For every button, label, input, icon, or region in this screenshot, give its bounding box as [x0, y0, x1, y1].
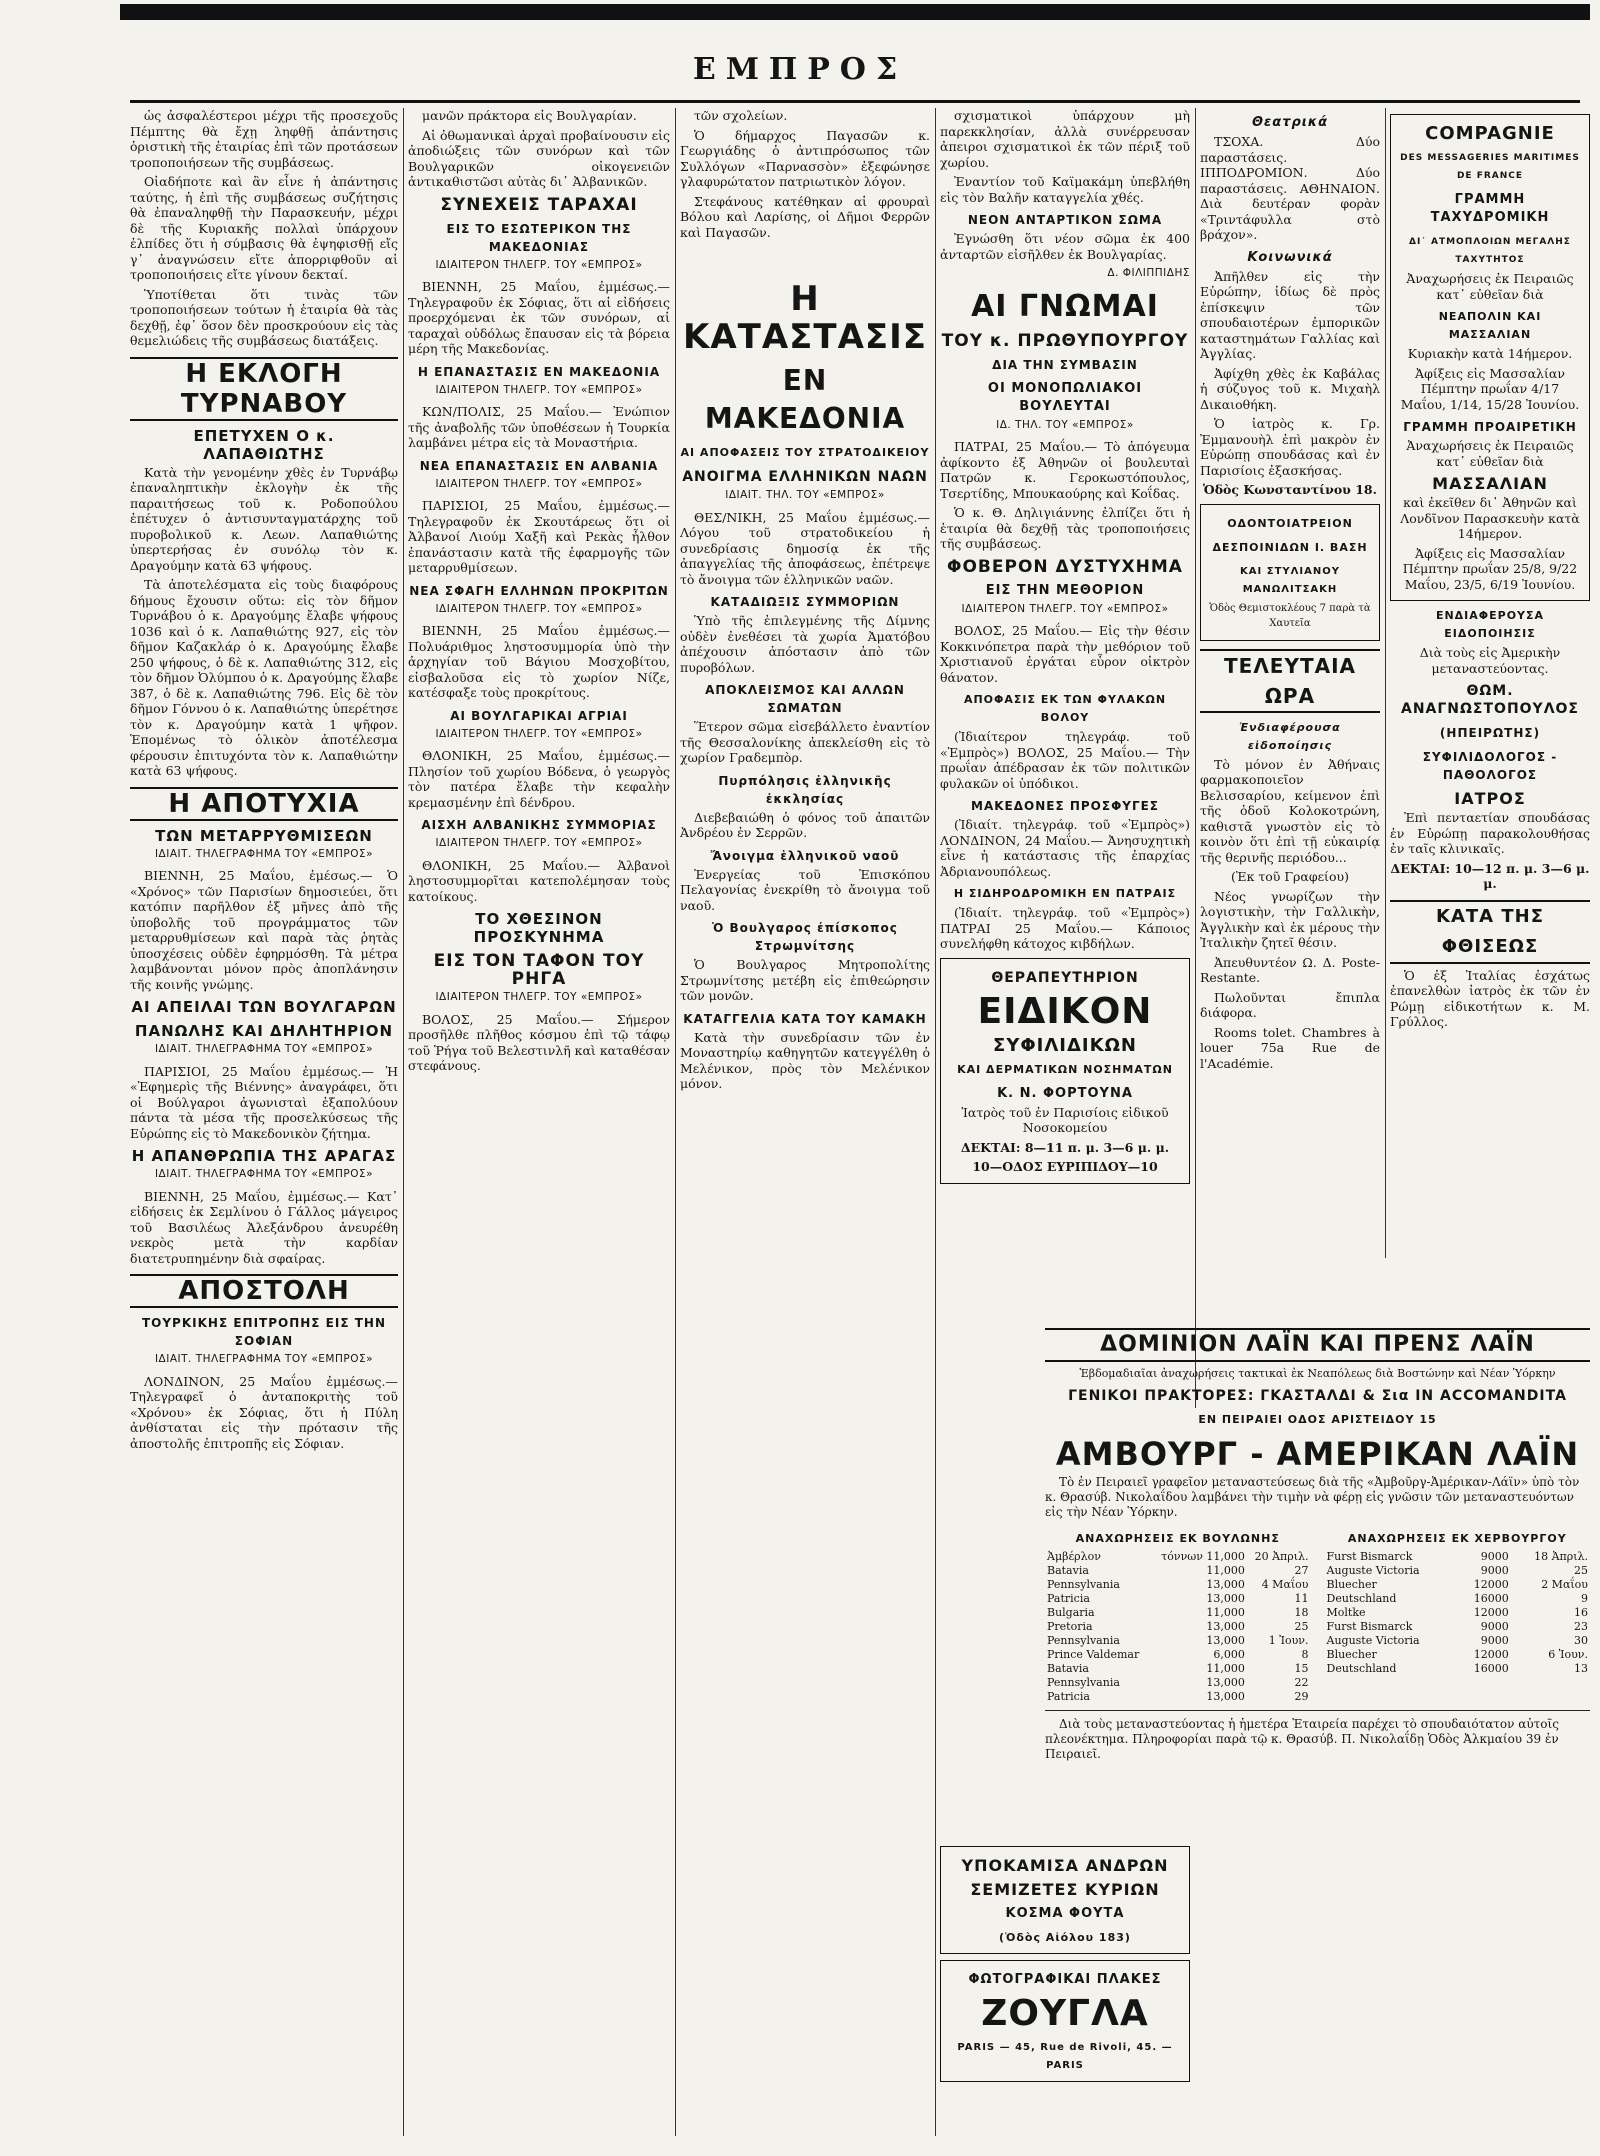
ad-text: Ἀφίξεις εἰς Μασσαλίαν Πέμπτην πρωΐαν 25/8, 9/22 Μαΐου, 23/5, 6/19 Ἰουνίου.	[1402, 545, 1578, 592]
schedule-cell: 13,000	[1206, 1578, 1245, 1591]
telegram-credit: ΙΔΙΑΙΤΕΡΟΝ ΤΗΛΕΓΡ. ΤΟΥ «ΕΜΠΡΟΣ»	[435, 602, 643, 615]
ad-dentist-title: ΟΔΟΝΤΟΙΑΤΡΕΙΟΝ	[1227, 516, 1353, 530]
ad-doctor-specialty: ΣΥΦΙΛΙΔΟΛΟΓΟΣ - ΠΑΘΟΛΟΓΟΣ	[1422, 750, 1558, 782]
agents-address: ΕΝ ΠΕΙΡΑΙΕΙ ΟΔΟΣ ΑΡΙΣΤΕΙΔΟΥ 15	[1198, 1413, 1437, 1426]
headline-gangs: ΚΑΤΑΔΙΩΞΙΣ ΣΥΜΜΟΡΙΩΝ	[710, 595, 900, 609]
schedule-cell: 12000	[1473, 1606, 1509, 1619]
paragraph: ΤΣΟΧΑ. Δύο παραστάσεις. ΙΠΠΟΔΡΟΜΙΟΝ. Δύο παραστάσεις. ΑΘΗΝΑΙΟΝ. Διὰ δευτέραν φορὰν «Τριντάφυλλα στὸ βράχον».	[1200, 134, 1380, 242]
schedule-row	[1325, 1578, 1591, 1592]
schedule-cell: Auguste Victoria	[1326, 1634, 1420, 1647]
schedule-cell: 23	[1574, 1620, 1588, 1633]
headline-albania: ΝΕΑ ΕΠΑΝΑΣΤΑΣΙΣ ΕΝ ΑΛΒΑΝΙΑ	[419, 458, 659, 473]
paragraph: Κατὰ τὴν γενομένην χθὲς ἐν Τυρνάβῳ ἐπαναληπτικὴν ἐκλογὴν ἐκ τῆς παραιτήσεως τοῦ κ. Ροδοπούλου ἐπέτυχεν ὁ ἀντισυνταγματάρχης τοῦ πυροβολικοῦ κ. Λεων. Λαπαθιώτης ὑπερτερήσας ἐν συνόλῳ τὸν κ. Δραγούμην κατὰ 63 ψήφους.	[130, 464, 398, 573]
ad-text: Ἀναχωρήσεις ἐκ Πειραιῶς κατ᾽ εὐθεῖαν διὰ	[1406, 271, 1574, 302]
schedule-cell: 4 Μαΐου	[1261, 1578, 1309, 1591]
ad-company-2: DES MESSAGERIES MARITIMES DE FRANCE	[1400, 153, 1580, 181]
ad-clinic-title: ΘΕΡΑΠΕΥΤΗΡΙΟΝ	[991, 969, 1139, 986]
schedule-cell: Batavia	[1047, 1564, 1089, 1577]
ad-company: COMPAGNIE	[1425, 123, 1555, 144]
schedule-cell: 16000	[1473, 1662, 1509, 1675]
ad-photo-title: ΦΩΤΟΓΡΑΦΙΚΑΙ ΠΛΑΚΕΣ	[968, 1972, 1162, 1987]
headline-brigands: ΝΕΑ ΣΦΑΓΗ ΕΛΛΗΝΩΝ ΠΡΟΚΡΙΤΩΝ	[409, 583, 669, 598]
subheadline: ΕΙΣ ΤΟΝ ΤΑΦΟΝ ΤΟΥ ΡΗΓΑ	[433, 951, 645, 989]
schedule-row	[1325, 1564, 1591, 1578]
column-divider	[403, 108, 404, 2136]
column-divider	[675, 108, 676, 2136]
paragraph: Τὸ μόνον ἐν Ἀθήναις φαρμακοποιεῖον Βελισσαρίου, κείμενον ἐπὶ τῆς ὁδοῦ Κολοκοτρώνη, καθιστᾶ γνωστὸν εἰς τὸ κοινὸν ὅτι ἐπὶ τῇ εὐκαιρίᾳ τῆς θερινῆς περιόδου...	[1200, 756, 1380, 865]
schedule-cell: 13,000	[1206, 1676, 1245, 1689]
schedule-cell: 1 Ἰουν.	[1268, 1634, 1309, 1647]
schedule-cell: Auguste Victoria	[1326, 1564, 1420, 1577]
paragraph: Νέος γνωρίζων τὴν λογιστικὴν, τὴν Γαλλικὴν, Ἀγγλικὴν καὶ ἐκ μέρους τὴν Ἰταλικὴν ζητεῖ θέσιν.	[1200, 888, 1380, 950]
telegram-credit: ΙΔΙΑΙΤΕΡΟΝ ΤΗΛΕΓΡ. ΤΟΥ «ΕΜΠΡΟΣ»	[435, 727, 643, 740]
subheadline: ΕΙΣ ΤΗΝ ΜΕΘΟΡΙΟΝ	[985, 582, 1145, 598]
schedule-row	[1045, 1578, 1311, 1592]
paragraph: ΘΛΟΝΙΚΗ, 25 Μαΐου.— Ἀλβανοὶ ληστοσυμμορῖται κατεπολέμησαν τοὺς κατοίκους.	[408, 857, 670, 904]
paragraph: Ὁ δήμαρχος Παγασῶν κ. Γεωργιάδης ὁ ἀντιπρόσωπος τῶν Συλλόγων «Παρνασσὸν» ἐξεφώνησε γλαφυρώτατον πατριωτικὸν λόγον.	[680, 127, 930, 189]
column-divider	[1195, 108, 1196, 1408]
headline-bulgarian: ΑΙ ΒΟΥΛΓΑΡΙΚΑΙ ΑΓΡΙΑΙ	[450, 708, 628, 723]
paragraph: ΒΙΕΝΝΗ, 25 Μαΐου, ἐμέσως.— Ὁ «Χρόνος» τῶν Παρισίων δημοσιεύει, ὅτι κατόπιν παρῆλθον ἐξ μῆνες ἀπὸ τῆς ὑποβολῆς τοῦ προγράμματος τῶν μεταρρυθμίσεων καὶ παρὰ τὰς ῥητὰς ὑποσχέσεις οὐδὲν ἐφηρμόσθη. Τὰ μέτρα λαμβάνονται μόνον πρὸς ἀποπλάνησιν τῆς κοινῆς γνώμης.	[130, 868, 398, 992]
bottom-ads	[940, 1840, 1190, 2088]
headline-albanian-gang: ΑΙΣΧΗ ΑΛΒΑΝΙΚΗΣ ΣΥΜΜΟΡΙΑΣ	[421, 818, 657, 832]
headline-election: Η ΕΚΛΟΓΗ ΤΥΡΝΑΒΟΥ	[130, 357, 398, 421]
paragraph: Οἱαδήποτε καὶ ἂν εἶνε ἡ ἀπάντησις ταύτης, ἡ ἐπὶ τῆς συμβάσεως συζήτησις θὰ ἐπαναληφθῇ τὴν Παρασκευήν, μέχρι δὲ τῆς Κυριακῆς πολλαὶ ὑπάρχουν ἐλπίδες ὅτι ἡ σύμβασις θὰ ἐψηφισθῇ εἴς γ᾽ ἀναγνώσειν εἴτε ἀπορριφθοῦν αἱ τροποποιήσεις εἴτε γίνουν δεκταί.	[130, 174, 398, 282]
subheadline: ΤΟΥΡΚΙΚΗΣ ΕΠΙΤΡΟΠΗΣ ΕΙΣ ΤΗΝ ΣΟΦΙΑΝ	[141, 1316, 386, 1348]
schedule-row	[1045, 1592, 1311, 1606]
schedule-row	[1045, 1564, 1311, 1578]
paragraph: Ὁ ἐξ Ἰταλίας ἐσχάτως ἐπανελθὼν ἰατρὸς ἐκ τῶν ἐν Ρώμῃ εἰδικοτήτων κ. Μ. Γρύλλος.	[1390, 967, 1590, 1029]
paragraph: ΛΟΝΔΙΝΟΝ, 25 Μαΐου ἐμμέσως.— Τηλεγραφεῖ ὁ ἀνταποκριτὴς τοῦ «Χρόνου» ἐκ Σόφιας, ὅτι ἡ Πύλη ἀνθίσταται εἰς τὴν πρότασιν τῆς ἀποστολῆς ἐπιτροπῆς εἰς Σόφιαν.	[130, 1373, 398, 1451]
subheadline: ΑΙ ΑΠΟΦΑΣΕΙΣ ΤΟΥ ΣΤΡΑΤΟΔΙΚΕΙΟΥ	[680, 446, 930, 459]
paragraph: Rooms tolet. Chambres à louer 75a Rue de l'Académie.	[1200, 1024, 1380, 1071]
schedule-cell: Bulgaria	[1047, 1606, 1095, 1619]
ad-text: Κυριακὴν κατὰ 14ήμερον.	[1407, 346, 1573, 361]
schedule-row	[1045, 1606, 1311, 1620]
schedule-cell: Patricia	[1047, 1592, 1090, 1605]
schedule-row	[1325, 1606, 1591, 1620]
headline-opinions: ΑΙ ΓΝΩΜΑΙ	[971, 288, 1159, 324]
paragraph: Ἐγνώσθη ὅτι νέον σῶμα ἐκ 400 ἀνταρτῶν εἰσῆλθεν ἐκ Βουλγαρίας.	[940, 231, 1190, 262]
paragraph: Πωλοῦνται ἔπιπλα διάφορα.	[1200, 989, 1380, 1020]
schedule-cell: 13	[1574, 1662, 1588, 1675]
subheadline: ΠΑΝΩΛΗΣ ΚΑΙ ΔΗΛΗΤΗΡΙΟΝ	[134, 1022, 394, 1040]
telegram-credit: ΙΔΙΑΙΤΕΡΟΝ ΤΗΛΕΓΡ. ΤΟΥ «ΕΜΠΡΟΣ»	[435, 477, 643, 490]
address: Ὁδὸς Κωνσταντίνου 18.	[1203, 482, 1377, 497]
ad-company-4: ΔΙ᾽ ΑΤΜΟΠΛΟΙΩΝ ΜΕΓΑΛΗΣ ΤΑΧΥΤΗΤΟΣ	[1409, 237, 1571, 265]
paragraph: Ὑποτίθεται ὅτι τινὰς τῶν τροποποιήσεων τούτων ἡ ἑταιρία θὰ τὰς δεχθῇ, ἐφ᾽ ὅσον δὲν προσκρούουν εἰς τὰς θεμελιώδεις τῆς συμβάσεως διατάξεις.	[130, 286, 398, 348]
paragraph: μανῶν πράκτορα εἰς Βουλγαρίαν.	[422, 108, 637, 123]
schedule-cell: 29	[1294, 1690, 1309, 1703]
paragraph: ΚΩΝ/ΠΟΛΙΣ, 25 Μαΐου.— Ἐνώπιον τῆς ἀναβολῆς τῶν ὑποθέσεων ἡ Τουρκία λαμβάνει μέτρα εἰς τὰ Μοναστήρια.	[408, 404, 670, 450]
paragraph: Διὰ τοὺς εἰς Ἀμερικὴν μεταναστεύοντας.	[1419, 645, 1561, 676]
schedule-cell: 11,000	[1206, 1606, 1245, 1619]
column-divider	[935, 108, 936, 2136]
ad-destination-2: ΜΑΣΣΑΛΙΑΝ	[1432, 474, 1548, 493]
headline-notice: ΕΝΔΙΑΦΕΡΟΥΣΑ ΕΙΔΟΠΟΙΗΣΙΣ	[1435, 609, 1545, 640]
ad-dentist-name: ΔΕΣΠΟΙΝΙΔΩΝ Ι. ΒΑΣΗ	[1212, 540, 1368, 554]
subheadline: ΕΙΣ ΤΟ ΕΣΩΤΕΡΙΚΟΝ ΤΗΣ ΜΑΚΕΔΟΝΙΑΣ	[446, 221, 632, 254]
schedule-cell: 20 Ἀπριλ.	[1254, 1550, 1309, 1563]
headline-patras: Η ΣΙΔΗΡΟΔΡΟΜΙΚΗ ΕΝ ΠΑΤΡΑΙΣ	[953, 887, 1177, 900]
divider	[1045, 1710, 1590, 1711]
ad-messageries	[1390, 114, 1590, 601]
headline-revolt: Η ΕΠΑΝΑΣΤΑΣΙΣ ΕΝ ΜΑΚΕΔΟΝΙΑ	[417, 364, 661, 379]
schedule-row	[1045, 1690, 1311, 1704]
schedule-cell: Pennsylvania	[1047, 1578, 1120, 1591]
column-1	[130, 108, 398, 2146]
schedule-row	[1325, 1592, 1591, 1606]
headline-dominion: ΔΟΜΙΝΙΟΝ ΛΑΪΝ ΚΑΙ ΠΡΕΝΣ ΛΑΪΝ	[1045, 1328, 1590, 1362]
ad-clinic-derm: ΚΑΙ ΔΕΡΜΑΤΙΚΩΝ ΝΟΣΗΜΑΤΩΝ	[957, 1062, 1173, 1076]
subheadline: ΔΙΑ ΤΗΝ ΣΥΜΒΑΣΙΝ	[992, 357, 1138, 372]
paragraph: Διεβεβαιώθη ὁ φόνος τοῦ ἀπαιτῶν Ἀνδρέου ἐν Σερρῶν.	[680, 809, 930, 840]
schedule-row	[1045, 1620, 1311, 1634]
schedule-cell: Deutschland	[1326, 1592, 1397, 1605]
schedule-cell: 9000	[1480, 1634, 1509, 1647]
ad-photo-brand: ΖΟΥΓΛΑ	[981, 1993, 1149, 2034]
schedule-cell: Prince Valdemar	[1047, 1648, 1140, 1661]
schedule-cell: 16000	[1473, 1592, 1509, 1605]
ad-photo-address: PARIS — 45, Rue de Rivoli, 45. — PARIS	[957, 2042, 1173, 2071]
paragraph: Στεφάνους κατέθηκαν αἱ φρουραὶ Βόλου καὶ Λαρίσης, οἱ Δῆμοι Φερρῶν καὶ Παγασῶν.	[680, 193, 930, 240]
ad-shirts-address: (Ὁδὸς Αἰόλου 183)	[999, 1931, 1131, 1944]
schedule-row	[1325, 1648, 1591, 1662]
headline-bishop: Ὁ Βουλγαρος ἐπίσκοπος Στρωμνίτσης	[712, 921, 898, 953]
schedule-cell: 15	[1294, 1662, 1309, 1675]
ad-doctor-title: ΙΑΤΡΟΣ	[1454, 789, 1526, 808]
schedule-cell: Bluecher	[1326, 1648, 1377, 1661]
paragraph: σχισματικοὶ ὑπάρχουν μὴ παρεκκλησίαν, ἀλλὰ συνέρρευσαν ἀπειροι σχισματικοὶ ἐκ τῶν πέριξ τοῦ χωρίου.	[940, 108, 1190, 170]
section-social: Κοινωνικά	[1247, 249, 1333, 265]
paragraph: ΒΙΕΝΝΗ, 25 Μαΐου, ἐμμέσως.— Κατ᾽ εἰδήσεις ἐκ Σεμλίνου ὁ Γάλλος μάγειρος τοῦ Βασιλέως Ἀλεξάνδρου ἀνευρέθη νεκρὸς μετὰ τὴν καρδίαν διατετρυπημένην διὰ σφαίρας.	[130, 1188, 398, 1266]
headline-failure: Η ΑΠΟΤΥΧΙΑ	[130, 787, 398, 821]
ad-shirts-title-2: ΣΕΜΙΖΕΤΕΣ ΚΥΡΙΩΝ	[970, 1880, 1160, 1899]
paragraph: τῶν σχολείων.	[694, 108, 788, 123]
ad-text: καὶ ἐκεῖθεν δι᾽ Ἀθηνῶν καὶ Λονδῖνον Παρασκευὴν κατὰ 14ήμερον.	[1400, 495, 1580, 541]
paragraph: ΘΕΣ/ΝΙΚΗ, 25 Μαΐου ἐμμέσως.— Λόγου τοῦ στρατοδικείου ἡ συνεδρίασις δημοσίᾳ ἐκ τῆς ἀπαγγελίας τῆς ἀποφάσεως, ἐπέτρεψε τὸ ἄνοιγμα τῶν ἑλληνικῶν ναῶν.	[680, 509, 930, 587]
telegram-credit: ΙΔΙΑΙΤΕΡΟΝ ΤΗΛΕΓΡ. ΤΟΥ «ΕΜΠΡΟΣ»	[435, 837, 643, 849]
ad-clinic	[940, 958, 1190, 1184]
subheadline: ΑΝΟΙΓΜΑ ΕΛΛΗΝΙΚΩΝ ΝΑΩΝ	[682, 469, 928, 485]
telegram-credit: ΙΔΙΑΙΤΕΡΟΝ ΤΗΛΕΓΡ. ΤΟΥ «ΕΜΠΡΟΣ»	[435, 258, 643, 271]
headline-pilgrimage: ΤΟ ΧΘΕΣΙΝΟΝ ΠΡΟΣΚΥΝΗΜΑ	[473, 910, 605, 946]
schedule-cell: Pennsylvania	[1047, 1676, 1120, 1689]
ad-shirts-name: ΚΟΣΜΑ ΦΟΥΤΑ	[1005, 1906, 1125, 1921]
schedule-right	[1325, 1524, 1591, 1704]
agents: ΓΕΝΙΚΟΙ ΠΡΑΚΤΟΡΕΣ: ΓΚΑΣΤΑΛΔΙ & Σια ΙΝ ACCOMANDITA	[1068, 1388, 1567, 1404]
schedule-right-title: ΑΝΑΧΩΡΗΣΕΙΣ ΕΚ ΧΕΡΒΟΥΡΓΟΥ	[1347, 1532, 1567, 1545]
schedule-row	[1325, 1634, 1591, 1648]
paragraph: ΠΑΡΙΣΙΟΙ, 25 Μαΐου, ἐμμέσως.— Τηλεγραφοῦν ἐκ Σκουτάρεως ὅτι οἱ Ἀλβανοί Λιούμ Χαξῆ καὶ Ρεκὰς ἦλθον ἐπανάστασιν κατὰ τῆς ἐφαρμογῆς τῶν μεταρρυθμίσεων.	[408, 498, 670, 575]
subheadline: ΤΟΥ κ. ΠΡΩΘΥΠΟΥΡΓΟΥ	[941, 330, 1189, 351]
headline-new-band: ΝΕΟΝ ΑΝΤΑΡΤΙΚΟΝ ΣΩΜΑ	[967, 213, 1163, 227]
paragraph: ΠΑΡΙΣΙΟΙ, 25 Μαΐου ἐμμέσως.— Ἡ «Ἐφημερὶς τῆς Βιέννης» ἀναγράφει, ὅτι οἱ Βούλγαροι ἀγωνισταὶ ἐξαπολύουν πάντα τὰ μέσα τῆς προσελκύσεως τῆς Εὐρώπης εἰς τὸ Μακεδονικὸν ζήτημα.	[130, 1063, 398, 1141]
headline-escape: ΑΠΟΦΑΣΙΣ ΕΚ ΤΩΝ ΦΥΛΑΚΩΝ ΒΟΛΟΥ	[963, 693, 1167, 724]
schedule-cell: 12000	[1473, 1648, 1509, 1661]
schedule-row	[1325, 1662, 1591, 1676]
paragraph: ΒΙΕΝΝΗ, 25 Μαΐου, ἐμμέσως.— Τηλεγραφοῦν ἐκ Σόφιας, ὅτι αἱ εἰδήσεις προερχόμεναι ἐκ τῶν συνόρων, αἱ ταραχαὶ οὐδόλως ἔπαυσαν εἰς τὰ βόρεια μέρη τῆς Μακεδονίας.	[408, 279, 670, 356]
ad-clinic-syph: ΣΥΦΙΛΙΔΙΚΩΝ	[993, 1034, 1137, 1056]
schedule-cell: 11,000	[1206, 1564, 1245, 1577]
schedule-left-table	[1045, 1550, 1311, 1704]
ad-photo	[940, 1960, 1190, 2082]
headline-temple: Ἄνοιγμα ἑλληνικοῦ ναοῦ	[710, 848, 900, 863]
ad-clinic-hours: ΔΕΚΤΑΙ: 8—11 π. μ. 3—6 μ. μ.	[960, 1139, 1170, 1155]
masthead-title: ΕΜΠΡΟΣ	[692, 52, 908, 87]
paragraph: Ἀπῆλθεν εἰς τὴν Εὐρώπην, ἰδίως δὲ πρὸς ἐπίσκεψιν τῶν σπουδαιοτέρων ἐμπορικῶν καταστημάτων Γαλλίας καὶ Ἀγγλίας.	[1200, 268, 1380, 361]
schedule-cell: τόννων 11,000	[1161, 1550, 1245, 1563]
shipping-block	[1045, 1320, 1590, 1766]
headline-phthisis: ΚΑΤΑ ΤΗΣ ΦΘΙΣΕΩΣ	[1390, 900, 1590, 964]
ad-text: Ἀφίξεις εἰς Μασσαλίαν Πέμπτην πρωΐαν 4/17 Μαΐου, 1/14, 15/28 Ἰουνίου.	[1400, 365, 1580, 412]
schedule-cell: 9000	[1480, 1550, 1509, 1563]
paragraph: ΠΑΤΡΑΙ, 25 Μαΐου.— Τὸ ἀπόγευμα ἀφίκοντο ἐξ Ἀθηνῶν οἱ βουλευταὶ Πατρῶν κ. Γεροκωστόπουλος, Τσερτίδης, Μπουκαούρης καὶ Κοΐδας.	[940, 439, 1190, 501]
schedule-cell: 11	[1294, 1592, 1309, 1605]
ad-shirts-title: ΥΠΟΚΑΜΙΣΑ ΑΝΔΡΩΝ	[961, 1856, 1169, 1875]
schedule-cell: 9000	[1480, 1620, 1509, 1633]
headline-church: Πυρπόλησις ἑλληνικῆς ἐκκλησίας	[718, 773, 892, 806]
paragraph: ΒΟΛΟΣ, 25 Μαΐου.— Εἰς τὴν θέσιν Κοκκινόπετρα παρὰ τὴν μεθόριον τοῦ Χριστιανοῦ ἐργάται εὗρον οἰκτρὸν θάνατον.	[940, 623, 1190, 685]
headline-situation-2: ΕΝ ΜΑΚΕΔΟΝΙΑ	[704, 364, 906, 435]
telegram-credit: ΙΔΙΑΙΤΕΡΟΝ ΤΗΛΕΓΡ. ΤΟΥ «ΕΜΠΡΟΣ»	[961, 602, 1169, 615]
schedule-row	[1045, 1634, 1311, 1648]
telegram-credit: ΙΔΙΑΙΤΕΡΟΝ ΤΗΛΕΓΡ. ΤΟΥ «ΕΜΠΡΟΣ»	[435, 991, 643, 1003]
paragraph: Ὑπὸ τῆς ἐπιλεγμένης τῆς Δίμνης οὐδὲν ἐνεθέσει τὰ χωρία Ἀματόβου ἀπέχουσιν ἀπόστασιν ἀπὸ τῶν πυροβόλων.	[680, 613, 930, 675]
schedule-cell: 12000	[1473, 1578, 1509, 1591]
paragraph: Ἀφίχθη χθὲς ἐκ Καβάλας ἡ σύζυγος τοῦ κ. Μιχαὴλ Δικαιοθήκη.	[1200, 365, 1380, 412]
ad-clinic-doctor: Κ. Ν. ΦΟΡΤΟΥΝΑ	[997, 1085, 1133, 1101]
schedule-cell: Deutschland	[1326, 1662, 1397, 1675]
ad-clinic-desc: Ἰατρὸς τοῦ ἐν Παρισίοις εἰδικοῦ Νοσοκομείου	[961, 1104, 1169, 1135]
telegram-credit: ΙΔΙΑΙΤ. ΤΗΛΕΓΡΑΦΗΜΑ ΤΟΥ «ΕΜΠΡΟΣ»	[154, 847, 374, 860]
paragraph: Ἐναντίον τοῦ Καϊμακάμη ὑπεβλήθη εἰς τὸν Βαλῆν καταγγελία χθές.	[940, 174, 1190, 205]
schedule-row	[1045, 1676, 1311, 1690]
subheadline: ΕΠΕΤΥΧΕΝ Ο κ. ΛΑΠΑΘΙΩΤΗΣ	[193, 426, 335, 463]
footer-text: Διὰ τοὺς μεταναστεύοντας ἡ ἡμετέρα Ἑταιρεία παρέχει τὸ σπουδαιότατον αὐτοῖς πλεονέκτημα. Πληροφορίαι παρὰ τῷ κ. Θρασύβ. Π. Νικολαΐδῃ Ὁδὸς Ἀλκμαίου 39 ἐν Πειραιεῖ.	[1045, 1717, 1559, 1761]
column-2	[408, 108, 670, 2146]
paragraph: Ἕτερον σῶμα εἰσεβάλλετο ἐναντίον τῆς Θεσσαλονίκης ἀπεκλείσθη εἰς τὸ χωρίον Γραδεμπὸρ.	[680, 719, 930, 765]
schedule-row	[1325, 1620, 1591, 1634]
schedule-cell: 30	[1574, 1634, 1588, 1647]
schedule-cell: 6 Ἰουν.	[1548, 1648, 1588, 1661]
schedule-cell: Furst Bismarck	[1326, 1550, 1413, 1563]
schedule-cell: Pennsylvania	[1047, 1634, 1120, 1647]
ad-shirts	[940, 1846, 1190, 1954]
headline-unrest: ΣΥΝΕΧΕΙΣ ΤΑΡΑΧΑΙ	[440, 194, 638, 215]
schedule-cell: 27	[1294, 1564, 1309, 1577]
telegram-credit: ΙΔΙΑΙΤ. ΤΗΛΕΓΡΑΦΗΜΑ ΤΟΥ «ΕΜΠΡΟΣ»	[154, 1043, 374, 1055]
ad-text: Ἀναχωρήσεις ἐκ Πειραιῶς κατ᾽ εὐθεῖαν διὰ	[1406, 438, 1574, 469]
paragraph: ΒΙΕΝΝΗ, 25 Μαΐου ἐμμέσως.— Πολυάριθμος ληστοσυμμορία ὑπὸ τὴν ἀρχηγίαν τοῦ Βάγιου Μοσχοβίτου, εἰσβαλοῦσα εἰς τὸ χωρίον Νίζε, κατέσφαξε τοὺς προκρίτους.	[408, 623, 670, 700]
ad-company-5: ΓΡΑΜΜΗ ΠΡΟΑΙΡΕΤΙΚΗ	[1403, 420, 1577, 434]
ad-doctor-origin: (ΗΠΕΙΡΩΤΗΣ)	[1439, 726, 1541, 740]
paragraph: Ὁ κ. Θ. Δηλιγιάννης ἐλπίζει ὅτι ἡ ἑταιρία θὰ δεχθῇ τὰς τροποποιήσεις τῆς συμβάσεως.	[940, 505, 1190, 551]
schedule-tables	[1045, 1524, 1590, 1704]
schedule-cell: Pretoria	[1047, 1620, 1093, 1633]
ad-dentist-name-2: ΚΑΙ ΣΤΥΛΙΑΝΟΥ ΜΑΝΩΛΙΤΣΑΚΗ	[1240, 565, 1340, 595]
paragraph: (Ἰδιαίτ. τηλεγράφ. τοῦ «Ἐμπρὸς») ΠΑΤΡΑΙ 25 Μαΐου.— Κάποιος συνελήφθη κάτοχος κιβδήλων.	[940, 905, 1190, 951]
paragraph: ΘΛΟΝΙΚΗ, 25 Μαΐου, ἐμμέσως.— Πλησίον τοῦ χωρίου Βόδενα, ὁ γεωργὸς τὸν πατέρα ἔλαβε τὴν κεφαλὴν κρεμασμένην ἐπὶ δένδρου.	[408, 748, 670, 810]
schedule-row	[1325, 1550, 1591, 1564]
headline-arrest: Η ΑΠΑΝΘΡΩΠΙΑ ΤΗΣ ΑΡΑΓΑΣ	[131, 1147, 397, 1165]
schedule-left	[1045, 1524, 1311, 1704]
schedule-row	[1045, 1662, 1311, 1676]
hamburg-text: Τὸ ἐν Πειραιεῖ γραφεῖον μεταναστεύσεως διὰ τῆς «Ἀμβοῦργ-Ἀμέρικαν-Λάϊν» ὑπὸ τὸν κ. Θρασύβ. Νικολαΐδου λαμβάνει τὴν τιμὴν νὰ φέρῃ εἰς γνῶσιν τῶν μεταναστευόντων εἰς τὴν Νέαν Ὑόρκην.	[1045, 1475, 1580, 1519]
schedule-cell: 13,000	[1206, 1620, 1245, 1633]
masthead-rule	[130, 100, 1580, 103]
paragraph: Αἱ ὀθωμανικαὶ ἀρχαὶ προβαίνουσιν εἰς ἀποδιώξεις τῶν συνόρων καὶ τῶν Βουλγαρικῶν οἰκογενειῶν ἀντικαθιστῶσι αὐτὰς δι᾽ Ἀλβανικῶν.	[408, 127, 670, 189]
schedule-cell: 13,000	[1206, 1592, 1245, 1605]
signature: Δ. ΦΙΛΙΠΠΙΔΗΣ	[1107, 267, 1190, 279]
headline-blockade: ΑΠΟΚΛΕΙΣΜΟΣ ΚΑΙ ΑΛΛΩΝ ΣΩΜΑΤΩΝ	[705, 683, 905, 715]
schedule-cell: 25	[1294, 1620, 1309, 1633]
schedule-cell: 18 Ἀπριλ.	[1534, 1550, 1588, 1563]
paragraph: Ἐνεργείας τοῦ Ἐπισκόπου Πελαγονίας ἐνεκρίθη τὸ ἄνοιγμα τοῦ ναοῦ.	[680, 866, 930, 913]
schedule-cell: Moltke	[1326, 1606, 1366, 1619]
telegram-credit: ΙΔΙΑΙΤ. ΤΗΛΕΓΡΑΦΗΜΑ ΤΟΥ «ΕΜΠΡΟΣ»	[154, 1168, 374, 1180]
headline-last-hour: ΤΕΛΕΥΤΑΙΑ ΩΡΑ	[1200, 649, 1380, 713]
schedule-left-title: ΑΝΑΧΩΡΗΣΕΙΣ ΕΚ ΒΟΥΛΩΝΗΣ	[1075, 1532, 1280, 1545]
paragraph: Ἐπὶ πενταετίαν σπουδάσας ἐν Εὐρώπῃ παρακολουθήσας ἐν ταῖς κλινικαῖς.	[1390, 810, 1590, 856]
schedule-cell: Patricia	[1047, 1690, 1090, 1703]
subheadline: Ἐνδιαφέρουσα εἰδοποίησις	[1239, 720, 1341, 752]
telegram-credit: ΙΔΙΑΙΤ. ΤΗΛΕΓΡΑΦΗΜΑ ΤΟΥ «ΕΜΠΡΟΣ»	[154, 1353, 374, 1365]
schedule-cell: 13,000	[1206, 1690, 1245, 1703]
schedule-cell: 13,000	[1206, 1634, 1245, 1647]
ad-clinic-address: 10—ΟΔΟΣ ΕΥΡΙΠΙΔΟΥ—10	[972, 1159, 1158, 1174]
headline-situation: Η ΚΑΤΑΣΤΑΣΙΣ	[683, 279, 927, 357]
paragraph: ὡς ἀσφαλέστεροι μέχρι τῆς προσεχοῦς Πέμπτης θὰ ἔχῃ ληφθῇ ἀπάντησις ὁριστικὴ τῆς ἑταιρίας ἐπὶ τῶν προτάσεων τροποποιήσεων τῆς συμβάσεως.	[130, 108, 398, 170]
schedule-cell: Bluecher	[1326, 1578, 1377, 1591]
ad-dentist-address: Ὁδὸς Θεμιστοκλέους 7 παρὰ τὰ Χαυτεῖα	[1209, 602, 1371, 629]
schedule-cell: 18	[1294, 1606, 1309, 1619]
headline-misfortune: ΦΟΒΕΡΟΝ ΔΥΣΤΥΧΗΜΑ	[947, 556, 1183, 577]
schedule-right-table	[1325, 1550, 1591, 1676]
ad-company-3: ΓΡΑΜΜΗ ΤΑΧΥΔΡΟΜΙΚΗ	[1430, 192, 1550, 225]
schedule-cell: 11,000	[1206, 1662, 1245, 1675]
schedule-row	[1045, 1648, 1311, 1662]
schedule-cell: 25	[1574, 1564, 1588, 1577]
paragraph: Ὁ ἰατρὸς κ. Γρ. Ἐμμανουὴλ ἐπὶ μακρὸν ἐν Εὐρώπῃ σπουδάσας καὶ ἐν Παρισίοις ἐξασκήσας.	[1200, 416, 1380, 478]
office-credit: (Ἐκ τοῦ Γραφείου)	[1231, 869, 1349, 884]
headline-hamburg: ΑΜΒΟΥΡΓ - ΑΜΕΡΙΚΑΝ ΛΑΪΝ	[1055, 1435, 1580, 1473]
section-theatre: Θεατρικά	[1251, 115, 1329, 130]
ad-doctor-hours: ΔΕΚΤΑΙ: 10—12 π. μ. 3—6 μ. μ.	[1390, 860, 1590, 891]
schedule-cell: Ἀμβέρλον	[1047, 1550, 1101, 1563]
paragraph: ΒΟΛΟΣ, 25 Μαΐου.— Σήμερον προσῆλθε πλῆθος κόσμου ἐπὶ τῷ τάφῳ τοῦ Ῥήγα τοῦ Βελεστινλῆ καὶ καταθέσαν στεφάνους.	[408, 1011, 670, 1073]
paragraph: Τὰ ἀποτελέσματα εἰς τοὺς διαφόρους δήμους ἔχουσιν οὕτω: εἰς τὸν δῆμον Τυρνάβου ὁ κ. Δραγούμης ἔλαβε ψήφους 1036 καὶ ὁ κ. Λαπαθιώτης 927, εἰς τὸν δῆμον Καζακλάρ ὁ κ. Δραγούμης ἔλαβε 250 ψήφους, ὁ δὲ κ. Λαπαθιώτης 312, εἰς τὸν δῆμον Ὀλύμπου ὁ κ. Δραγούμης ἔλαβε 387, ὁ δὲ κ. Λαπαθιώτης 796. Εἰς δὲ τὸν δῆμον Γόννου ὁ κ. Λαπαθιώτης ὑπερέτησε τὸν κ. Δραγούμην κατὰ 1 ψῆφον. Ἑπομένως τὸ ὁλικὸν ἀποτέλεσμα φέρουσιν ἐπιτυχόντα τὸν κ. Λαπαθιώτην κατὰ 63 ψήφους.	[130, 577, 398, 778]
column-5	[1200, 108, 1380, 1256]
telegram-credit: ΙΔΙΑΙΤ. ΤΗΛ. ΤΟΥ «ΕΜΠΡΟΣ»	[725, 489, 885, 501]
dominion-sub: Ἑβδομαδιαῖαι ἀναχωρήσεις τακτικαὶ ἐκ Νεαπόλεως διὰ Βοστώνην καὶ Νέαν Ὑόρκην	[1079, 1367, 1556, 1380]
column-3	[680, 108, 930, 2146]
headline-mission: ΑΠΟΣΤΟΛΗ	[130, 1274, 398, 1308]
paragraph: Κατὰ τὴν συνεδρίασιν τῶν ἐν Μοναστηρίῳ καθηγητῶν κατεγγέλθη ὁ Μελένικον, πρὸς τὸν Μελένικον μόνον.	[680, 1029, 930, 1091]
top-bar	[120, 4, 1590, 20]
subheadline: ΤΩΝ ΜΕΤΑΡΡΥΘΜΙΣΕΩΝ	[155, 826, 373, 845]
subheadline: ΟΙ ΜΟΝΟΠΩΛΙΑΚΟΙ ΒΟΥΛΕΥΤΑΙ	[987, 380, 1143, 414]
ad-destination: ΝΕΑΠΟΛΙΝ ΚΑΙ ΜΑΣΣΑΛΙΑΝ	[1438, 310, 1542, 341]
schedule-cell: 22	[1294, 1676, 1309, 1689]
headline-threats: ΑΙ ΑΠΕΙΛΑΙ ΤΩΝ ΒΟΥΛΓΑΡΩΝ	[131, 998, 397, 1016]
schedule-cell: 16	[1574, 1606, 1588, 1619]
column-divider	[1385, 108, 1386, 1258]
headline-complaint: ΚΑΤΑΓΓΕΛΙΑ ΚΑΤΑ ΤΟΥ ΚΑΜΑΚΗ	[683, 1011, 927, 1026]
schedule-cell: 2 Μαΐου	[1541, 1578, 1588, 1591]
schedule-cell: 9000	[1480, 1564, 1509, 1577]
ad-doctor-name: ΘΩΜ. ΑΝΑΓΝΩΣΤΟΠΟΥΛΟΣ	[1401, 683, 1579, 717]
schedule-cell: 8	[1301, 1648, 1309, 1661]
schedule-row	[1045, 1550, 1311, 1564]
schedule-cell: Batavia	[1047, 1662, 1089, 1675]
paragraph: (Ἰδιαίτ. τηλεγράφ. τοῦ «Ἐμπρὸς») ΛΟΝΔΙΝΟΝ, 24 Μαΐου.— Ἀνησυχητικὴ εἶνε ἡ κατάστασις τῆς ἐπαρχίας Ἀδριανουπόλεως.	[940, 817, 1190, 879]
telegram-credit: ΙΔ. ΤΗΛ. ΤΟΥ «ΕΜΠΡΟΣ»	[996, 418, 1134, 431]
headline-refugees: ΜΑΚΕΔΟΝΕΣ ΠΡΟΣΦΥΓΕΣ	[971, 799, 1159, 813]
schedule-cell: 6,000	[1213, 1648, 1245, 1661]
telegram-credit: ΙΔΙΑΙΤΕΡΟΝ ΤΗΛΕΓΡ. ΤΟΥ «ΕΜΠΡΟΣ»	[435, 383, 643, 396]
schedule-cell: Furst Bismarck	[1326, 1620, 1413, 1633]
paragraph: Ὁ Βουλγαρος Μητροπολίτης Στρωμνίτσης μετέβη εἰς ἐπιθεώρησιν τῶν μονῶν.	[680, 957, 930, 1003]
ad-clinic-special: ΕΙΔΙΚΟΝ	[977, 990, 1153, 1032]
ad-dentist	[1200, 504, 1380, 641]
paragraph: (Ἰδιαίτερον τηλεγράφ. τοῦ «Ἐμπρὸς») ΒΟΛΟΣ, 25 Μαΐου.— Τὴν πρωΐαν ἀπέδρασαν ἐκ τῶν πολιτικῶν φυλακῶν οἱ ὑπόδικοι.	[940, 729, 1190, 791]
column-6	[1390, 108, 1590, 1256]
paragraph: Ἀπευθυντέον Ω. Δ. Poste-Restante.	[1200, 954, 1380, 985]
schedule-cell: 9	[1581, 1592, 1588, 1605]
